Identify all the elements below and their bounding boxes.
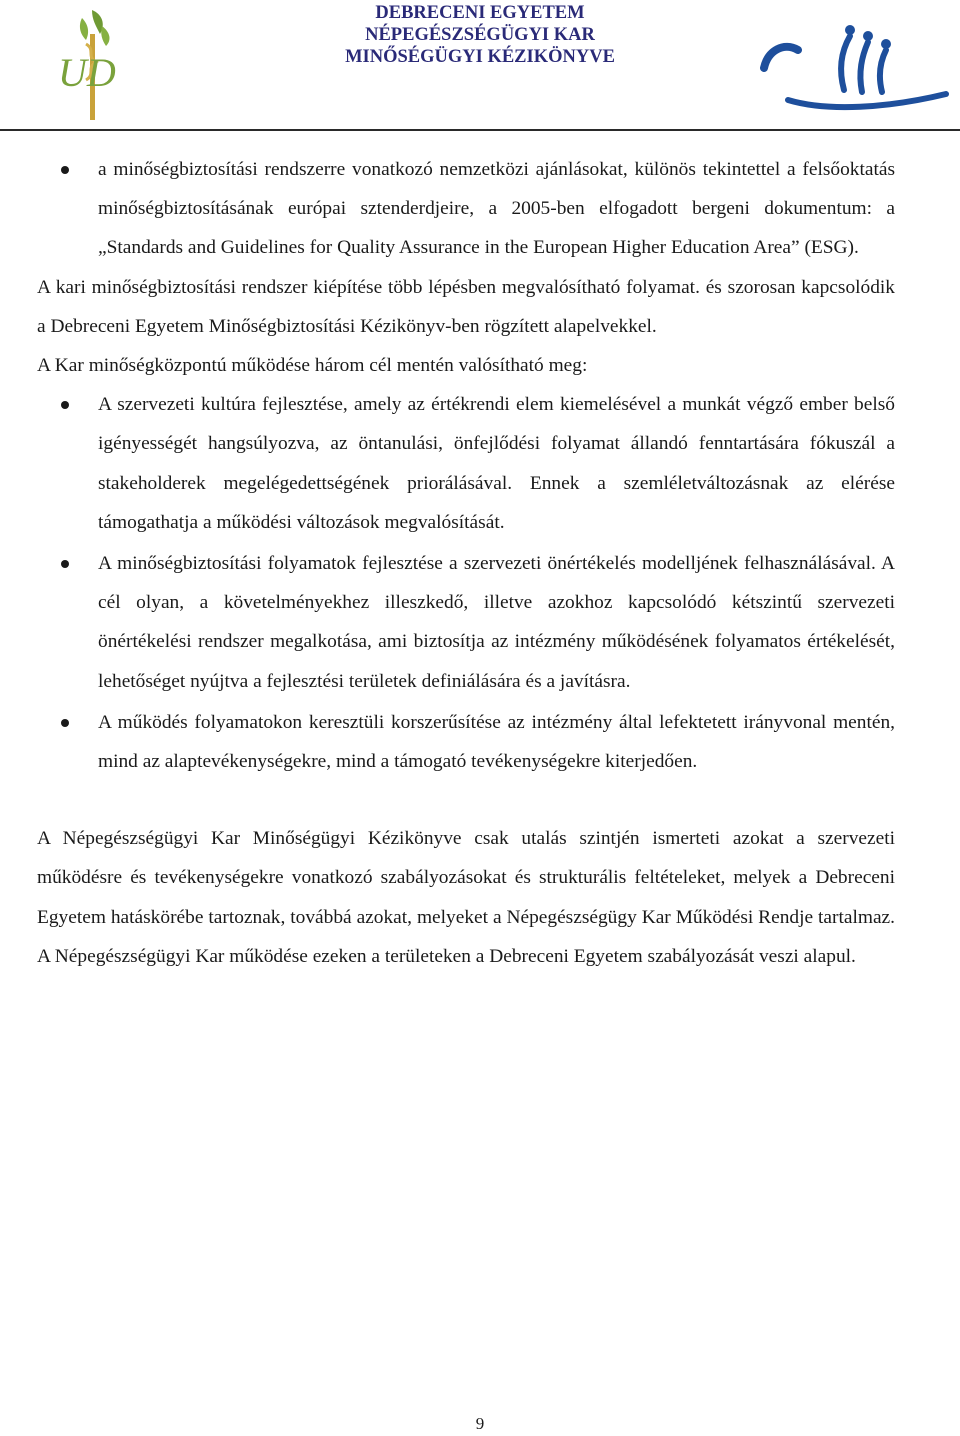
paragraph: A Kar minőségközpontú működése három cél mentén valósítható meg: — [37, 355, 588, 377]
list-item — [37, 150, 895, 268]
bullet-icon — [61, 560, 69, 568]
list-item-text: A minőségbiztosítási folyamatok fejlesztése a szervezeti önértékelés modelljének felhasználásával. A cél olyan, a követelményekhez illeszkedő, illetve azokhoz kapcsolódó kétszintű szervezeti önértékelési rendszer megalkotása, ami biztosítja az intézmény működésének folyamatos értékelését, lehetőséget nyújtva a fejlesztési területek definiálására és a javításra. — [98, 553, 895, 692]
list-item-text: A szervezeti kultúra fejlesztése, amely az értékrendi elem kiemelésével a munkát végző ember belső igényességét hangsúlyozva, az öntanulási, önfejlődési folyamat állandó fenntartására fókuszál a stakeholderek megelégedettségének priorálásával. Ennek a szemléletváltozásnak az elérése támogathatja a működési változások megvalósítását. — [98, 394, 895, 533]
paragraph: A Népegészségügyi Kar Minőségügyi Kézikönyve csak utalás szintjén ismerteti azokat a szervezeti működésre és tevékenységekre vonatkozó szabályozásokat és strukturális feltételeket, melyek a Debreceni Egyetem hatáskörébe tartoznak, továbbá azokat, melyeket a Népegészségügy Kar Működési Rendje tartalmaz. A Népegészségügyi Kar működése ezeken a területeken a Debreceni Egyetem szabályozását veszi alapul. — [37, 828, 895, 967]
paragraph: A kari minőségbiztosítási rendszer kiépítése több lépésben megvalósítható folyamat. és szorosan kapcsolódik a Debreceni Egyetem Minőségbiztosítási Kézikönyv-ben rögzített alapelvekkel. — [37, 276, 895, 337]
list-item — [37, 385, 895, 542]
list-item-text: a minőségbiztosítási rendszerre vonatkozó nemzetközi ajánlásokat, különös tekintettel a felsőoktatás minőségbiztosításának európai sztenderdjeire, a 2005-ben elfogadott bergeni dokumentum: a „Standards and Guidelines for Quality Assurance in the European Higher Education Area” (ESG). — [98, 159, 895, 259]
header-title — [300, 2, 660, 68]
header-title-university: DEBRECENI EGYETEM — [375, 3, 585, 23]
header-divider — [0, 129, 960, 131]
bullet-icon — [61, 166, 69, 174]
list-item — [37, 703, 895, 781]
university-logo-icon — [52, 4, 132, 126]
list-item — [37, 544, 895, 701]
list-item-text: A működés folyamatokon keresztüli korszerűsítése az intézmény által lefektetett irányvonal mentén, mind az alaptevékenységekre, mind a támogató tevékenységekre kiterjedően. — [98, 711, 895, 773]
document-body — [37, 150, 895, 976]
page-number: 9 — [475, 1414, 485, 1433]
svg-text:UD: UD — [58, 50, 116, 95]
header-title-manual: MINŐSÉGÜGYI KÉZIKÖNYVE — [345, 47, 615, 67]
page-header — [0, 0, 960, 132]
header-title-faculty: NÉPEGÉSZSÉGÜGYI KAR — [365, 25, 595, 45]
faculty-logo-icon — [758, 20, 950, 112]
bullet-icon — [61, 719, 69, 727]
bullet-icon — [61, 401, 69, 409]
